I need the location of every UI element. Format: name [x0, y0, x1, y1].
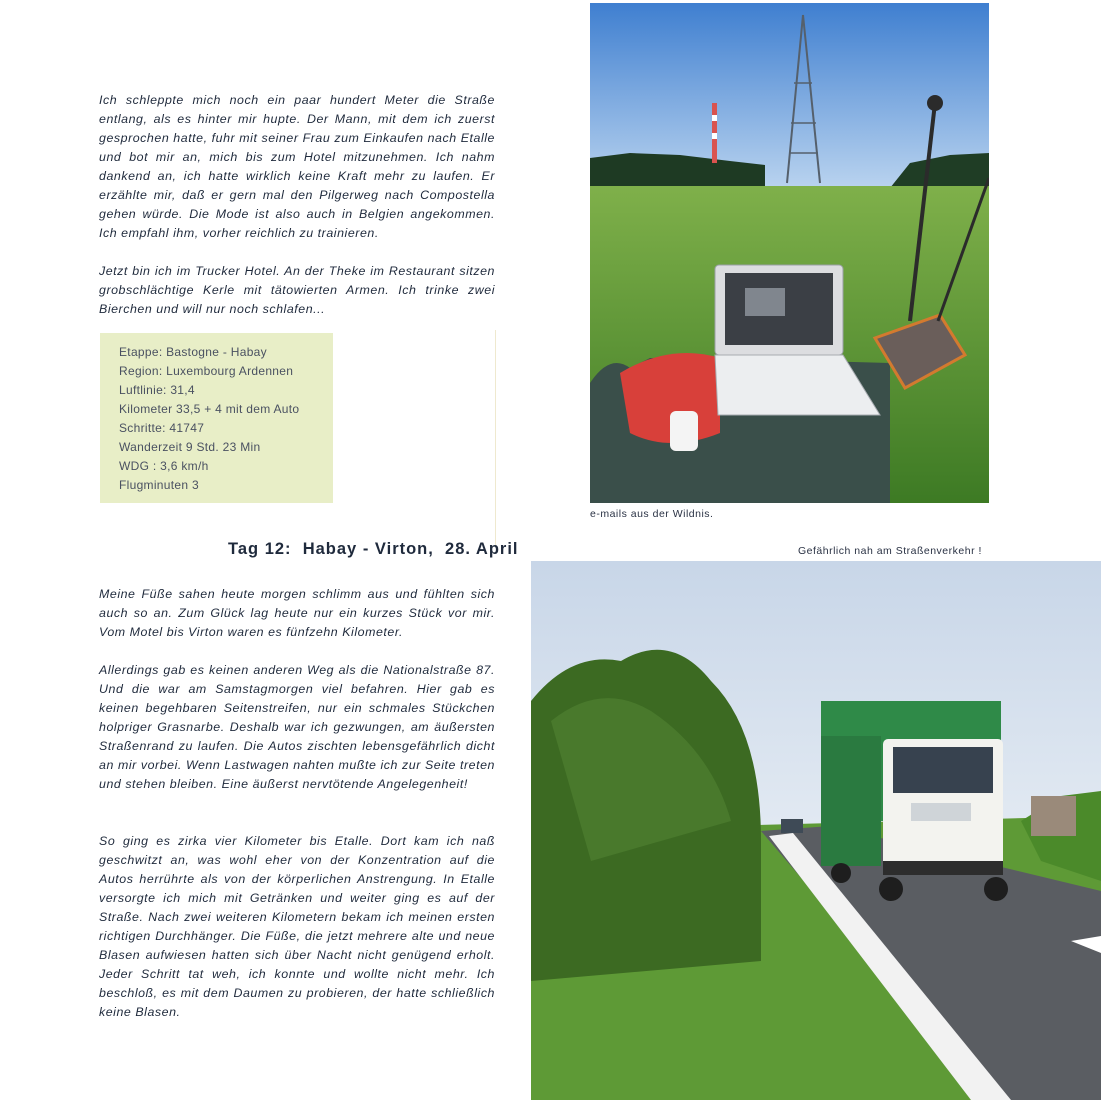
- caption-photo-1: e-mails aus der Wildnis.: [590, 508, 714, 520]
- photo-truck-road: [531, 561, 1101, 1100]
- day-heading: Tag 12: Habay - Virton, 28. April: [228, 540, 519, 558]
- photo-laptop-meadow: [590, 3, 989, 503]
- paragraph-2: Jetzt bin ich im Trucker Hotel. An der Theke im Restaurant sitzen grobschlächtige Kerle mit tätowierten Armen. Ich trinke zwei Bierchen und will nur noch schlafen...: [99, 264, 495, 316]
- caption-photo-2: Gefährlich nah am Straßenverkehr !: [798, 545, 982, 557]
- paragraph-3: Meine Füße sahen heute morgen schlimm aus und fühlten sich auch so an. Zum Glück lag heute nur ein kurzes Stück vor mir. Vom Motel bis Virton waren es fünfzehn Kilometer.: [99, 587, 495, 639]
- column-divider: [495, 330, 496, 545]
- fact-wanderzeit: Wanderzeit 9 Std. 23 Min: [119, 440, 261, 454]
- paragraph-4: Allerdings gab es keinen anderen Weg als die Nationalstraße 87. Und die war am Samstagmorgen viel befahren. Hier gab es keinen begehbaren Seitenstreifen, nur ein schmales Stückchen holpriger Grasnarbe. Deshalb war ich gezwungen, am äußersten Straßenrand zu laufen. Die Autos zischten lebensgefährlich dicht an mir vorbei. Wenn Lastwagen nahten mußte ich zur Seite treten und stehen bleiben. Eine äußerst nervtötende Angelegenheit!: [99, 663, 495, 791]
- fact-etappe: Etappe: Bastogne - Habay: [119, 345, 267, 359]
- fact-kilometer: Kilometer 33,5 + 4 mit dem Auto: [119, 402, 300, 416]
- fact-region: Region: Luxembourg Ardennen: [119, 364, 294, 378]
- paragraph-5: So ging es zirka vier Kilometer bis Etalle. Dort kam ich naß geschwitzt an, was wohl eher von der Konzentration auf die Autos herrührte als von der körperlichen Anstrengung. In Etalle versorgte ich mich mit Getränken und weiter ging es auf der Straße. Nach zwei weiteren Kilometern bekam ich meinen ersten richtigen Durchhänger. Die Füße, die jetzt mehrere alte und neue Blasen aufwiesen hatten sich über Nacht nicht genügend erholt. Jeder Schritt tat weh, ich konnte und wollte nicht mehr. Ich beschloß, es mit dem Daumen zu probieren, der hatte schließlich keine Blasen.: [99, 834, 495, 1019]
- fact-luftlinie: Luftlinie: 31,4: [119, 383, 195, 397]
- stage-facts-box: [100, 333, 333, 503]
- paragraph-1: Ich schleppte mich noch ein paar hundert Meter die Straße entlang, als es hinter mir hupte. Der Mann, mit dem ich zuerst gesprochen hatte, fuhr mit seiner Frau zum Einkaufen nach Etalle und bot mir an, mich bis zum Hotel mitzunehmen. Ich nahm dankend an, ich hatte wirklich keine Kraft mehr zu laufen. Er erzählte mir, daß er gern mal den Pilgerweg nach Compostella gehen würde. Die Mode ist also auch in Belgien angekommen. Ich empfahl ihm, vorher reichlich zu trainieren.: [99, 93, 495, 240]
- fact-schritte: Schritte: 41747: [119, 421, 205, 435]
- fact-flugminuten: Flugminuten 3: [119, 478, 199, 492]
- fact-wdg: WDG : 3,6 km/h: [119, 459, 209, 473]
